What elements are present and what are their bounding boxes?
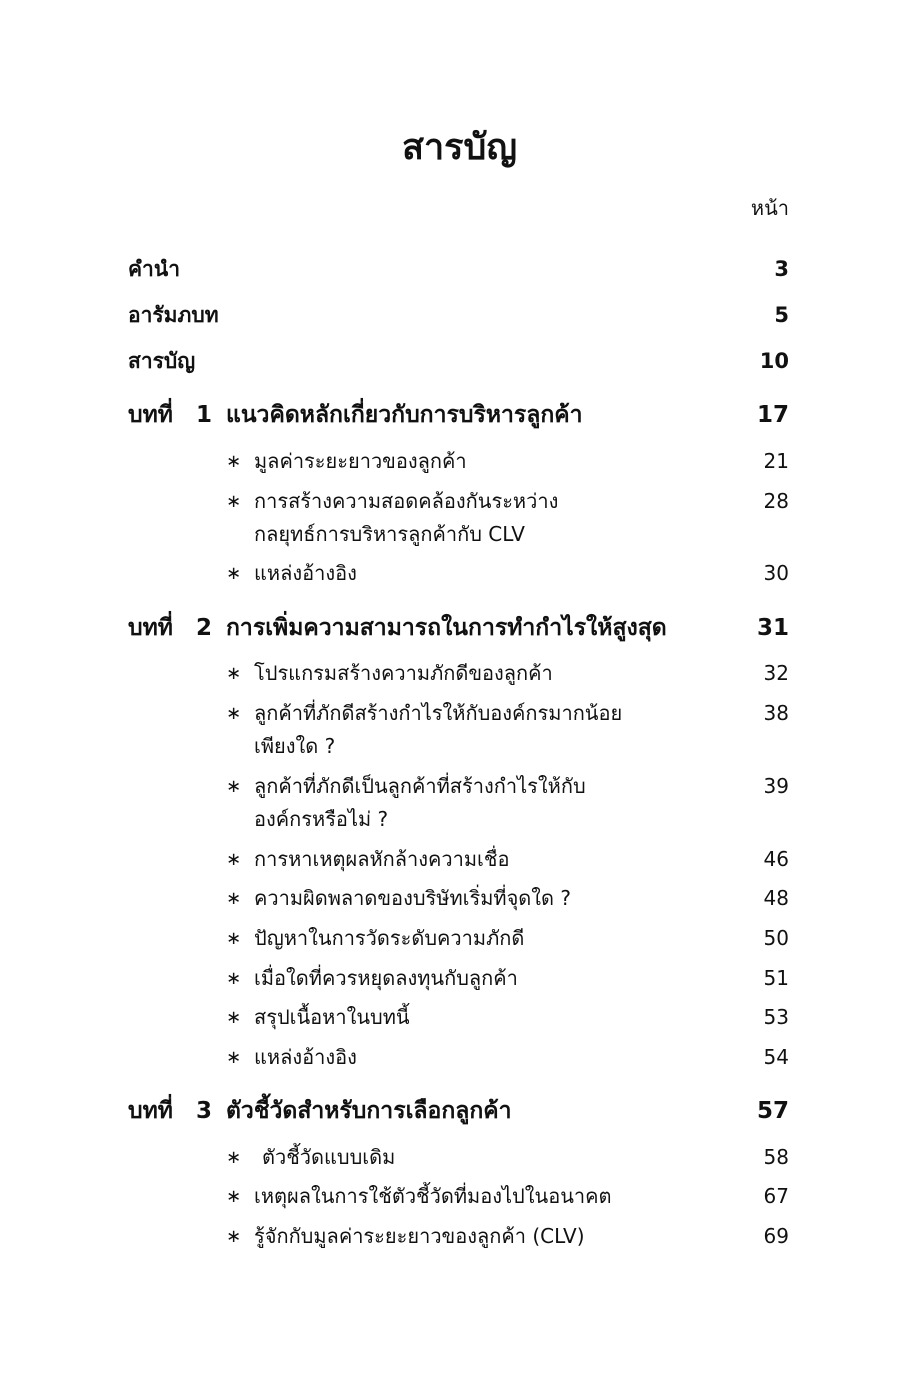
chapter-number: 1 xyxy=(196,402,213,428)
toc-subentry-text xyxy=(254,770,684,836)
chapter-label: บทที่ xyxy=(128,402,173,428)
asterisk-bullet-icon: ∗ xyxy=(226,703,242,724)
toc-page-number: 31 xyxy=(756,615,789,641)
toc-page-number: 38 xyxy=(763,701,789,725)
toc-entry-label: คำนำ xyxy=(128,257,180,281)
toc-page-number: 32 xyxy=(763,661,789,685)
asterisk-bullet-icon: ∗ xyxy=(226,1047,242,1068)
asterisk-bullet-icon: ∗ xyxy=(226,776,242,797)
toc-page-number: 28 xyxy=(763,489,789,513)
toc-page-number: 39 xyxy=(763,774,789,798)
toc-subentry-text: แหล่งอ้างอิง xyxy=(254,561,357,585)
chapter-title: ตัวชี้วัดสำหรับการเลือกลูกค้า xyxy=(226,1098,512,1124)
asterisk-bullet-icon: ∗ xyxy=(226,563,242,584)
toc-page-number: 46 xyxy=(763,847,789,871)
toc-subentry-text xyxy=(254,485,684,551)
asterisk-bullet-icon: ∗ xyxy=(226,888,242,909)
toc-subentry-text xyxy=(254,697,684,763)
toc-front-entry xyxy=(128,346,789,376)
toc-subentry-line: องค์กรหรือไม่ ? xyxy=(254,807,389,831)
asterisk-bullet-icon: ∗ xyxy=(226,968,242,989)
toc-page-number: 5 xyxy=(774,303,789,327)
toc-subentry-text: รู้จักกับมูลค่าระยะยาวของลูกค้า (CLV) xyxy=(254,1224,585,1248)
toc-entry-label: สารบัญ xyxy=(128,349,196,373)
toc-subentry-text: การหาเหตุผลหักล้างความเชื่อ xyxy=(254,847,510,871)
toc-page-number: 58 xyxy=(763,1145,789,1169)
toc-subentry-line: ลูกค้าที่ภักดีเป็นลูกค้าที่สร้างกำไรให้กับ xyxy=(254,774,586,798)
toc-subentry-text: ความผิดพลาดของบริษัทเริ่มที่จุดใด ? xyxy=(254,886,572,910)
toc-page-number: 3 xyxy=(774,257,789,281)
toc-page-number: 67 xyxy=(763,1184,789,1208)
toc-page-number: 21 xyxy=(763,449,789,473)
toc-subentry-text: โปรแกรมสร้างความภักดีของลูกค้า xyxy=(254,661,553,685)
toc-subentry-text: ปัญหาในการวัดระดับความภักดี xyxy=(254,926,525,950)
asterisk-bullet-icon: ∗ xyxy=(226,928,242,949)
chapter-number: 2 xyxy=(196,615,213,641)
toc-page-number: 10 xyxy=(759,349,789,373)
page-column-header: หน้า xyxy=(750,196,789,220)
toc-page-number: 54 xyxy=(763,1045,789,1069)
asterisk-bullet-icon: ∗ xyxy=(226,1147,242,1168)
asterisk-bullet-icon: ∗ xyxy=(226,451,242,472)
toc-page-number: 50 xyxy=(763,926,789,950)
toc-subentry-line: การสร้างความสอดคล้องกันระหว่าง xyxy=(254,489,559,513)
chapter-label: บทที่ xyxy=(128,615,173,641)
toc-subentry-line: กลยุทธ์การบริหารลูกค้ากับ CLV xyxy=(254,522,525,546)
asterisk-bullet-icon: ∗ xyxy=(226,663,242,684)
toc-page-number: 30 xyxy=(763,561,789,585)
chapter-title: แนวคิดหลักเกี่ยวกับการบริหารลูกค้า xyxy=(226,402,583,428)
toc-page-number: 51 xyxy=(763,966,789,990)
toc-page-number: 57 xyxy=(756,1098,789,1124)
asterisk-bullet-icon: ∗ xyxy=(226,849,242,870)
toc-page-number: 17 xyxy=(756,402,789,428)
toc-front-entry xyxy=(128,254,789,284)
asterisk-bullet-icon: ∗ xyxy=(226,1226,242,1247)
asterisk-bullet-icon: ∗ xyxy=(226,491,242,512)
toc-subentry-text: ตัวชี้วัดแบบเดิม xyxy=(262,1145,396,1169)
toc-page-number: 48 xyxy=(763,886,789,910)
chapter-number: 3 xyxy=(196,1098,213,1124)
toc-subentry-text: มูลค่าระยะยาวของลูกค้า xyxy=(254,449,467,473)
asterisk-bullet-icon: ∗ xyxy=(226,1007,242,1028)
toc-front-entry xyxy=(128,300,789,330)
asterisk-bullet-icon: ∗ xyxy=(226,1186,242,1207)
toc-page-number: 53 xyxy=(763,1005,789,1029)
chapter-title: การเพิ่มความสามารถในการทำกำไรให้สูงสุด xyxy=(226,615,667,641)
toc-subentry-line: ลูกค้าที่ภักดีสร้างกำไรให้กับองค์กรมากน้อย xyxy=(254,701,623,725)
toc-entry-label: อารัมภบท xyxy=(128,303,219,327)
page-title: สารบัญ xyxy=(401,127,518,168)
toc-subentry-text: เมื่อใดที่ควรหยุดลงทุนกับลูกค้า xyxy=(254,966,518,990)
toc-subentry-line: เพียงใด ? xyxy=(254,734,336,758)
toc-page-number: 69 xyxy=(763,1224,789,1248)
chapter-label: บทที่ xyxy=(128,1098,173,1124)
toc-subentry-text: สรุปเนื้อหาในบทนี้ xyxy=(254,1005,410,1029)
toc-subentry-text: เหตุผลในการใช้ตัวชี้วัดที่มองไปในอนาคต xyxy=(254,1184,612,1208)
toc-subentry-text: แหล่งอ้างอิง xyxy=(254,1045,357,1069)
